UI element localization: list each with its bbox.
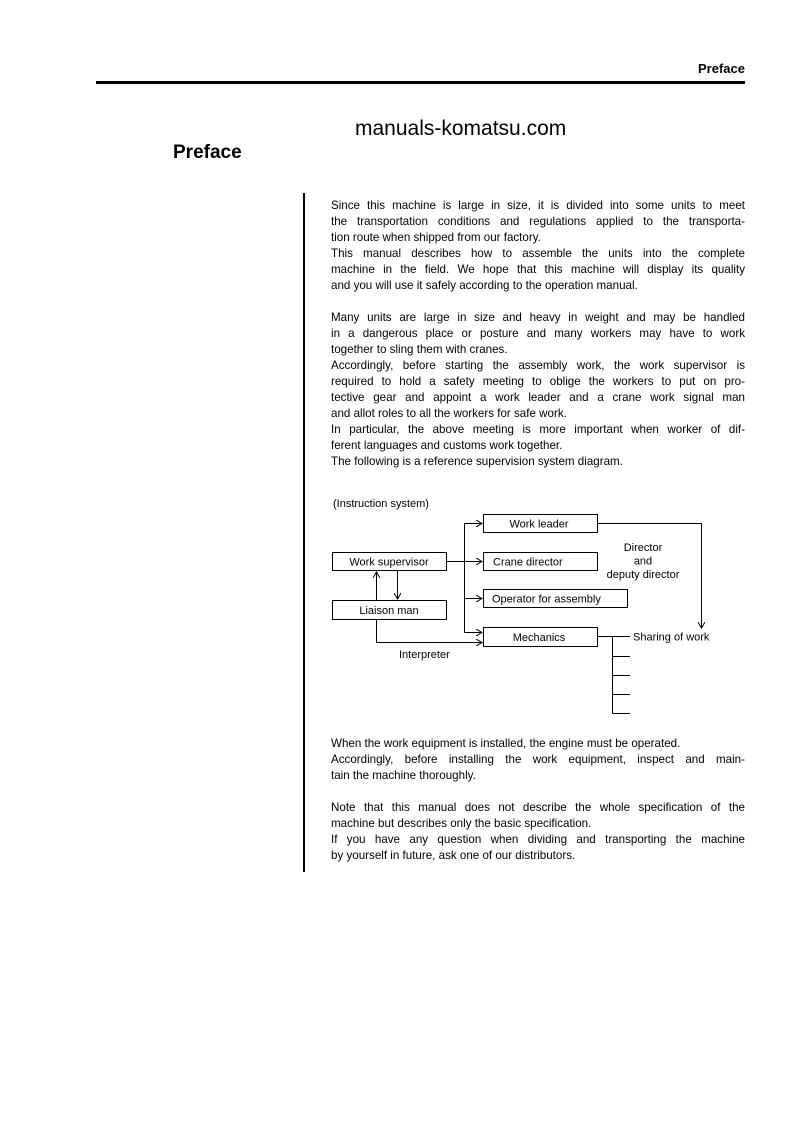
text-line: In particular, the above meeting is more important when worker of dif-: [331, 423, 745, 436]
text-line: tain the machine thoroughly.: [331, 769, 476, 782]
arrow: [377, 620, 483, 643]
text-line: If you have any question when dividing and transporting the machine: [331, 833, 745, 846]
text-line: in a dangerous place or posture and many workers may have to work: [331, 327, 745, 340]
text-line: The following is a reference supervision system diagram.: [331, 455, 623, 468]
text-line: required to hold a safety meeting to oblige the workers to put on pro-: [331, 375, 745, 388]
watermark: manuals-komatsu.com: [355, 117, 567, 140]
work-leader-label: Work leader: [509, 518, 569, 531]
text-line: machine in the field. We hope that this machine will display its quality: [331, 263, 745, 276]
text-line: machine but describes only the basic specification.: [331, 817, 592, 830]
text-line: tion route when shipped from our factory.: [331, 231, 541, 244]
text-line: and allot roles to all the workers for safe work.: [331, 407, 567, 420]
text-line: tective gear and appoint a work leader and a crane work signal man: [331, 391, 745, 404]
text-line: Since this machine is large in size, it is divided into some units to meet: [331, 199, 745, 212]
director-label: deputy director: [606, 569, 680, 581]
text-line: Many units are large in size and heavy in weight and may be handled: [331, 311, 745, 324]
text-line: the transportation conditions and regulations applied to the transporta-: [331, 215, 745, 228]
mechanics-label: Mechanics: [512, 632, 566, 644]
text-line: by yourself in future, ask one of our distributors.: [331, 849, 576, 862]
liaison-man-label: Liaison man: [359, 605, 419, 617]
director-label: and: [633, 555, 653, 568]
text-line: and you will use it safely according to the operation manual.: [331, 279, 638, 292]
text-line: Accordingly, before installing the work equipment, inspect and main-: [331, 753, 745, 766]
text-line: Note that this manual does not describe the whole specification of the: [331, 801, 745, 814]
director-label: Director: [623, 542, 663, 554]
interpreter-label: Interpreter: [399, 649, 450, 661]
diagram-caption: (Instruction system): [333, 498, 429, 510]
crane-director-label: Crane director: [493, 556, 563, 569]
page-title: Preface: [173, 142, 242, 163]
work-supervisor-label: Work supervisor: [349, 556, 429, 569]
running-header: Preface: [698, 61, 745, 76]
connector: [613, 657, 631, 714]
text-line: Accordingly, before starting the assembly work, the work supervisor is: [331, 359, 745, 372]
text-line: ferent languages and customs work together.: [331, 439, 563, 452]
text-line: This manual describes how to assemble the units into the complete: [331, 247, 745, 260]
text-line: When the work equipment is installed, the engine must be operated.: [331, 737, 681, 750]
sharing-label: Sharing of work: [633, 631, 710, 644]
operator-label: Operator for assembly: [492, 593, 601, 606]
text-line: together to sling them with cranes.: [331, 343, 508, 356]
